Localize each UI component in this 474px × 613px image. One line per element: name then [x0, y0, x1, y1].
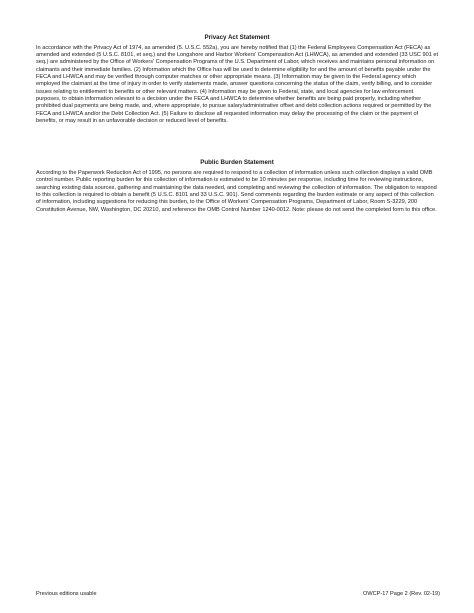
privacy-act-text: In accordance with the Privacy Act of 1974, as amended (5. U.S.C. 552a), you are hereby notified that (1) the Federal Employees Compensation Act (FECA) as amended and extended (5 U.S.C. 8101, et seq.) and the Longshore and Harbor Workers' Compensation Act (LHWCA), as amended and extended (33 USC 901 et seq.) are administered by the Office of Workers' Compensation Programs of the U.S. Department of Labor, which receives and maintains personal information on claimants and their immediate families. (2) Information which the Office has will be used to determine eligibility for and the amount of benefits payable under the FECA and LHWCA and may be verified through computer matches or other appropriate means. (3) Information may be given to the Federal agency which employed the claimant at the time of injury in order to verify statements made, answer questions concerning the status of the claim, verify billing, and to consider issues relating to entitlement to benefits or other relevant matters. (4) Information may be given to Federal, state, and local agencies for law enforcement purposes, to obtain information relevant to a decision under the FECA and LHWCA to determine whether benefits are being paid properly, including whether prohibited dual payments are being made, and, where appropriate, to pursue salary/administrative offset and debt collection actions required or permitted by the FECA and LHWCA and/or the Debt Collection Act. (5) Failure to disclose all requested information may delay the processing of the claim or the payment of benefits, or may result in an unfavorable decision or reduced level of benefits.: [36, 44, 439, 124]
public-burden-heading: Public Burden Statement: [200, 159, 274, 166]
public-burden-text: According to the Paperwork Reduction Act of 1995, no persons are required to respond to a collection of information unless such collection displays a valid OMB control number. Public reporting burden for this collection of information is estimated to be 10 minutes per response, including time for reviewing instructions, searching existing data sources, gathering and maintaining the data needed, and completing and reviewing the collection of information. The obligation to respond to this collection is required to obtain a benefit (5 U.S.C. 8101 and 33 U.S.C. 901). Send comments regarding the burden estimate or any aspect of this collection of information, including suggestions for reducing this burden, to the Office of Workers' Compensation Programs, Department of Labor, Room S-3229, 200 Constitution Avenue, NW, Washington, DC 20210, and reference the OMB Control Number 1240-0012. Note: please do not send the completed form to this office.: [36, 170, 437, 213]
footer-form-id: OWCP-17 Page 2 (Rev. 02-19): [363, 591, 440, 597]
footer-editions-note: Previous editions usable: [36, 591, 97, 597]
privacy-act-heading: Privacy Act Statement: [204, 34, 270, 41]
